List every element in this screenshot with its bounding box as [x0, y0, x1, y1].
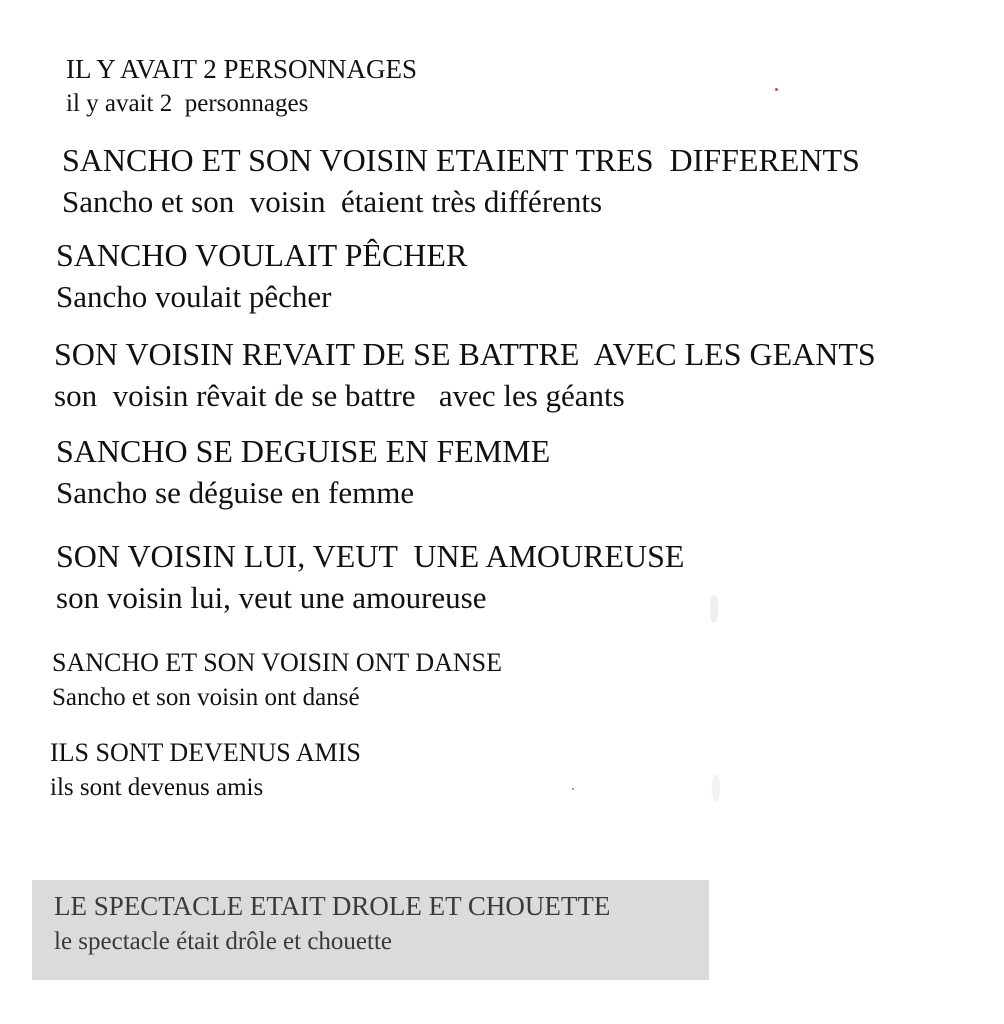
sentence-6-uppercase: SON VOISIN LUI, VEUT UNE AMOUREUSE [56, 538, 685, 574]
sentence-3-uppercase: SANCHO VOULAIT PÊCHER [56, 237, 468, 273]
sentence-3-lowercase: Sancho voulait pêcher [56, 279, 332, 314]
sentence-4-uppercase: SON VOISIN REVAIT DE SE BATTRE AVEC LES GEANTS [54, 336, 876, 372]
scan-speck [712, 775, 720, 801]
sentence-7-lowercase: Sancho et son voisin ont dansé [52, 684, 360, 711]
scan-speck [775, 88, 778, 91]
sentence-4-lowercase: son voisin rêvait de se battre avec les géants [54, 378, 625, 413]
sentence-5-uppercase: SANCHO SE DEGUISE EN FEMME [56, 433, 551, 469]
conclusion-lowercase: le spectacle était drôle et chouette [54, 928, 393, 955]
conclusion-box [32, 880, 709, 980]
sentence-8-uppercase: ILS SONT DEVENUS AMIS [50, 738, 361, 767]
sentence-6-lowercase: son voisin lui, veut une amoureuse [56, 580, 487, 615]
sentence-5-lowercase: Sancho se déguise en femme [56, 475, 415, 510]
scan-speck [572, 788, 574, 790]
sentence-1-lowercase: il y avait 2 personnages [66, 90, 309, 117]
sentence-2-uppercase: SANCHO ET SON VOISIN ETAIENT TRES DIFFERENTS [62, 142, 860, 178]
sentence-1-uppercase: IL Y AVAIT 2 PERSONNAGES [66, 54, 418, 84]
sentence-8-lowercase: ils sont devenus amis [50, 774, 264, 801]
sentence-2-lowercase: Sancho et son voisin étaient très différents [62, 184, 603, 219]
sentence-7-uppercase: SANCHO ET SON VOISIN ONT DANSE [52, 648, 502, 677]
scan-speck [710, 595, 718, 623]
conclusion-uppercase: LE SPECTACLE ETAIT DROLE ET CHOUETTE [54, 891, 611, 921]
